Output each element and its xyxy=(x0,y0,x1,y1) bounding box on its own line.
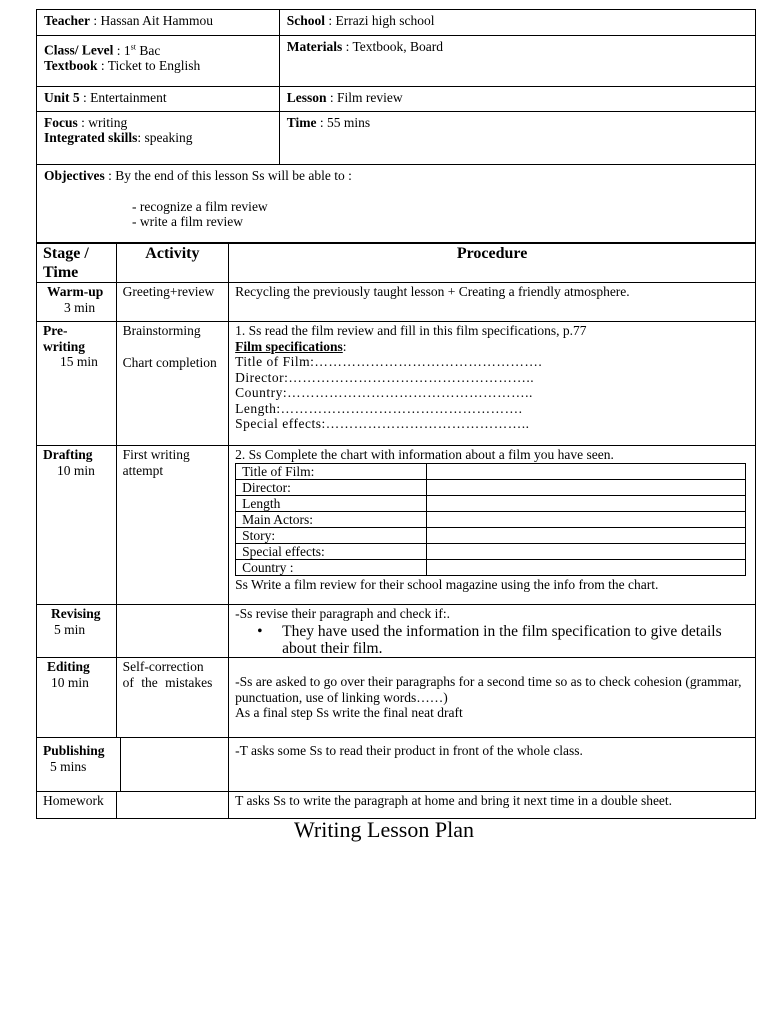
materials-cell xyxy=(279,36,755,87)
lesson-label: Lesson xyxy=(286,90,327,105)
lesson-cell xyxy=(279,87,755,112)
procedure-cell xyxy=(229,446,756,605)
procedure-cell: 1. Ss read the film review and fill in this film specifications, p.77 Film specifications: Title of Film:…………………………………………. Director:…………………………………………….. Country:…………………………………………….. Length:……………………………………………. Special effects:…………………………………….. xyxy=(229,322,756,446)
class-label: Class/ Level xyxy=(44,42,114,58)
school-value: : Errazi high school xyxy=(324,13,435,28)
editing-row xyxy=(37,658,756,738)
chart-answer-cell[interactable] xyxy=(426,527,745,543)
chart-answer-cell[interactable] xyxy=(426,479,745,495)
step-text: -T asks some Ss to read their product in front of the whole class. xyxy=(235,743,583,758)
bullet-item xyxy=(235,623,749,657)
stage-name: Warm-up xyxy=(47,284,104,299)
focus-cell xyxy=(37,112,280,165)
step-text: -Ss revise their paragraph and check if:. xyxy=(235,606,450,621)
prewriting-row xyxy=(37,322,756,446)
homework-row xyxy=(37,792,756,819)
lesson-info-table xyxy=(36,9,756,243)
bullet-icon: • xyxy=(257,622,263,640)
stage-cell xyxy=(37,658,117,738)
procedure-header: Procedure xyxy=(229,244,756,283)
stage-name: Revising xyxy=(51,606,101,621)
activity-brainstorming: Brainstorming xyxy=(122,323,201,338)
activity-chart-completion: Chart completion xyxy=(122,354,217,370)
bullet-text: They have used the information in the film specification to give details about their film. xyxy=(282,622,722,657)
spec-line: Country:…………………………………………….. xyxy=(235,385,533,400)
activity-cell: Self-correction of the mistakes xyxy=(116,658,229,738)
stage-time: 5 min xyxy=(54,621,86,637)
unit-label: Unit 5 xyxy=(44,90,80,105)
textbook-label: Textbook xyxy=(44,57,98,73)
stage-time: 15 min xyxy=(60,354,98,369)
activity-cell xyxy=(116,322,229,446)
drafting-row xyxy=(37,446,756,605)
stage-name: Drafting xyxy=(43,447,93,462)
class-cell xyxy=(37,36,280,87)
chart-label: Story: xyxy=(236,527,427,543)
teacher-value: : Hassan Ait Hammou xyxy=(90,13,213,28)
stage-time: 5 mins xyxy=(50,758,87,774)
unit-cell xyxy=(37,87,280,112)
stage-time: 3 min xyxy=(64,299,96,315)
chart-answer-cell[interactable] xyxy=(426,511,745,527)
procedure-cell xyxy=(229,738,756,792)
film-chart xyxy=(235,463,746,576)
focus-value: : writing xyxy=(77,115,128,130)
objectives-cell xyxy=(37,165,756,243)
chart-label: Director: xyxy=(236,479,427,495)
spec-line: Length:……………………………………………. xyxy=(235,400,523,416)
chart-answer-cell[interactable] xyxy=(426,559,745,575)
spec-line: Special effects:…………………………………….. xyxy=(235,416,530,431)
step-text: As a final step Ss write the final neat draft xyxy=(235,705,463,720)
spec-heading: Film specifications xyxy=(235,338,343,354)
chart-label: Country : xyxy=(236,559,427,575)
activity-header: Activity xyxy=(116,244,229,283)
stage-cell xyxy=(37,738,229,792)
materials-label: Materials xyxy=(286,39,343,54)
objective-item: - recognize a film review xyxy=(132,199,268,214)
school-label: School xyxy=(286,13,325,28)
focus-label: Focus xyxy=(44,115,78,130)
procedure-cell: Recycling the previously taught lesson + Creating a friendly atmosphere. xyxy=(229,283,756,322)
stage-cell: Homework xyxy=(37,792,117,819)
stage-time: 10 min xyxy=(57,462,95,478)
skills-value: : speaking xyxy=(137,130,193,145)
chart-label: Title of Film: xyxy=(236,463,427,479)
objectives-value: : By the end of this lesson Ss will be able to : xyxy=(104,168,352,183)
chart-answer-cell[interactable] xyxy=(426,463,745,479)
class-value: : 1st Bac xyxy=(113,42,161,58)
page-title: Writing Lesson Plan xyxy=(294,817,474,842)
teacher-label: Teacher xyxy=(44,13,90,28)
stage-cell xyxy=(37,605,117,658)
stage-name: Editing xyxy=(47,659,90,674)
procedure-cell: T asks Ss to write the paragraph at home and bring it next time in a double sheet. xyxy=(229,792,756,819)
textbook-value: : Ticket to English xyxy=(97,57,201,73)
chart-label: Length xyxy=(236,495,427,511)
revising-row xyxy=(37,605,756,658)
stage-time-header: Stage / Time xyxy=(37,244,117,283)
chart-label: Main Actors: xyxy=(236,511,427,527)
time-label: Time xyxy=(286,115,317,130)
procedure-cell xyxy=(229,658,756,738)
step-text: 1. Ss read the film review and fill in this film specifications, p.77 xyxy=(235,323,587,338)
stage-name: Pre-writing xyxy=(43,323,85,354)
spec-line: Director:…………………………………………….. xyxy=(235,369,535,385)
step-text: -Ss are asked to go over their paragraphs for a second time so as to check cohesion (grammar, punctuation, use of linking words……) xyxy=(235,674,742,705)
step-text: 2. Ss Complete the chart with information about a film you have seen. xyxy=(235,447,614,462)
lesson-value: : Film review xyxy=(326,90,403,105)
unit-value: : Entertainment xyxy=(79,90,167,105)
stage-cell xyxy=(37,322,117,446)
time-cell xyxy=(279,112,755,165)
stage-name: Publishing xyxy=(43,743,105,758)
school-cell xyxy=(279,10,755,36)
spec-line: Title of Film:…………………………………………. xyxy=(235,354,543,369)
chart-label: Special effects: xyxy=(236,543,427,559)
chart-answer-cell[interactable] xyxy=(426,543,745,559)
warmup-row xyxy=(37,283,756,322)
stage-cell xyxy=(37,283,117,322)
activity-cell xyxy=(116,792,229,819)
activity-cell: Greeting+review xyxy=(116,283,229,322)
stage-time: 10 min xyxy=(51,674,89,690)
procedure-table xyxy=(36,243,756,819)
time-value: : 55 mins xyxy=(316,115,371,130)
skills-label: Integrated skills xyxy=(44,130,138,145)
objective-item: - write a film review xyxy=(132,214,243,229)
stage-cell xyxy=(37,446,117,605)
activity-cell: First writing attempt xyxy=(116,446,229,605)
publishing-row xyxy=(37,738,756,792)
objectives-label: Objectives xyxy=(44,168,105,183)
procedure-cell xyxy=(229,605,756,658)
chart-answer-cell[interactable] xyxy=(426,495,745,511)
materials-value: : Textbook, Board xyxy=(342,39,443,54)
activity-cell xyxy=(116,605,229,658)
teacher-cell xyxy=(37,10,280,36)
after-chart-text: Ss Write a film review for their school magazine using the info from the chart. xyxy=(235,576,659,592)
